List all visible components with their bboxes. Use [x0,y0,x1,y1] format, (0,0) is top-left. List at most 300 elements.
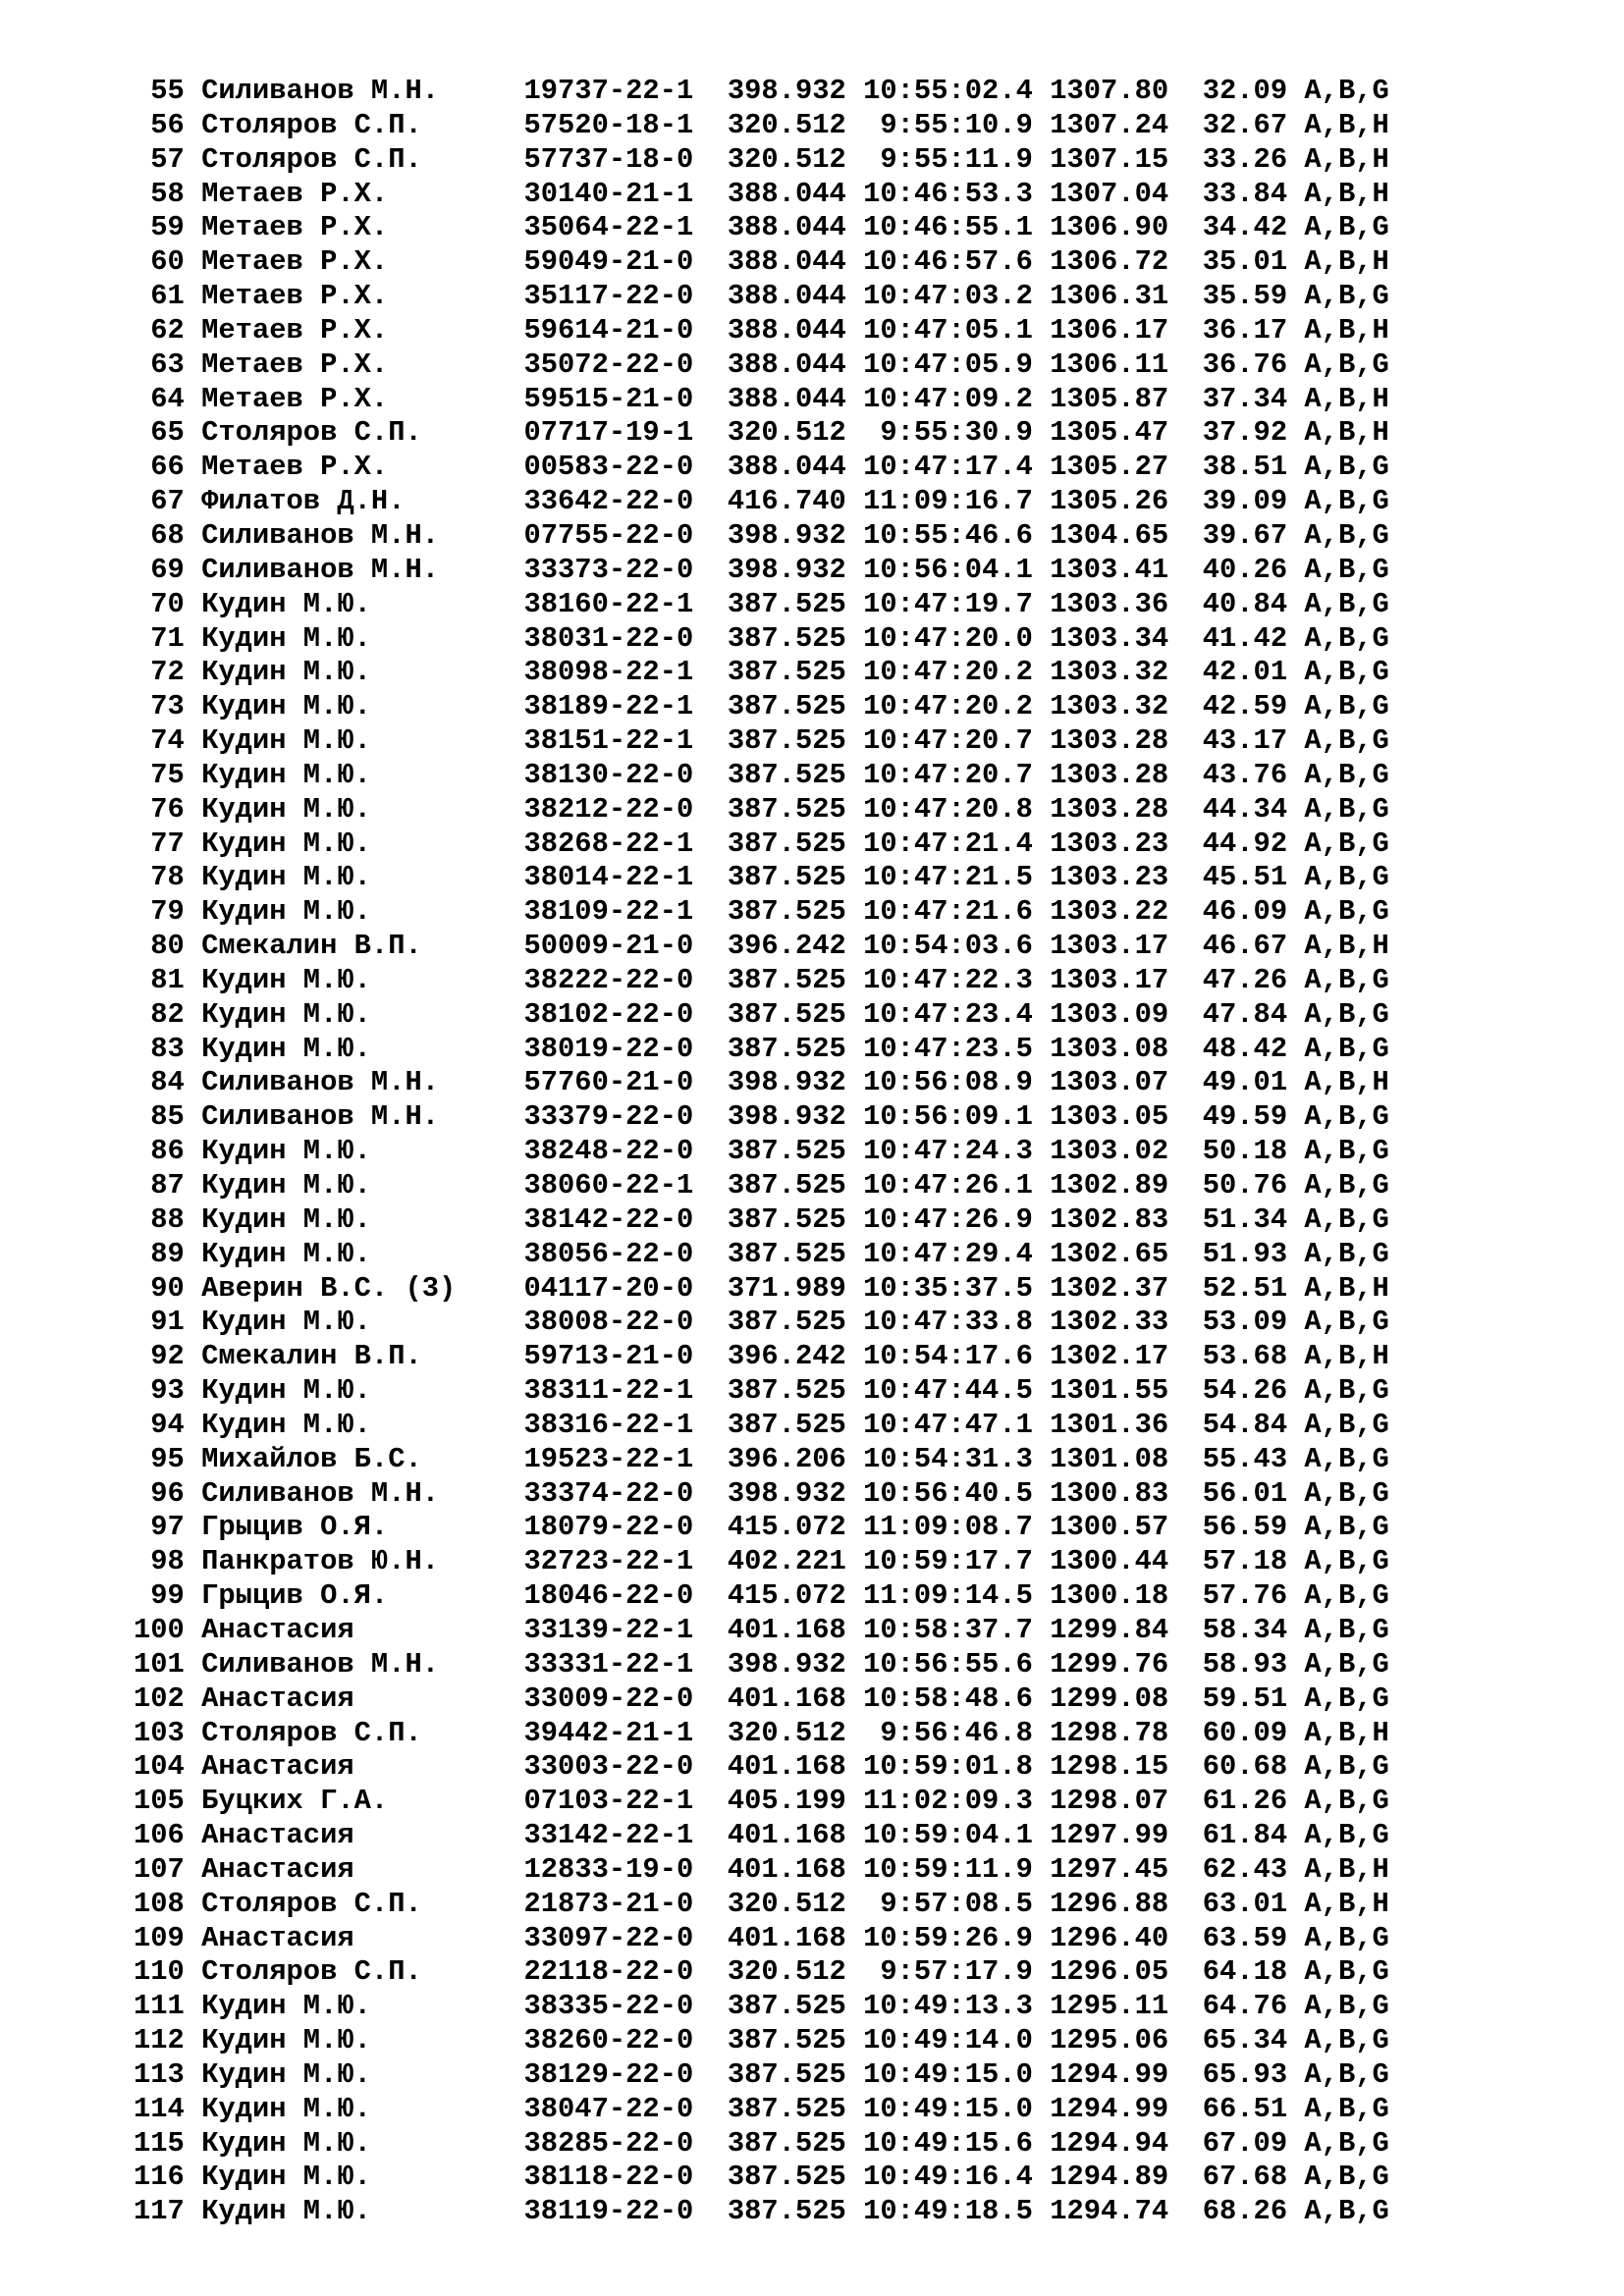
row-flags: A,B,G [1304,2161,1389,2194]
table-row [134,1238,1389,1272]
row-speed: 1297.45 [1050,1852,1203,1886]
row-speed: 1303.17 [1050,930,1203,963]
table-row [134,416,1389,451]
row-place: 94 [134,1408,202,1441]
row-flags: A,B,G [1304,1169,1389,1201]
row-points: 47.26 [1202,963,1305,996]
row-place: 83 [134,1032,202,1065]
table-row [134,1545,1389,1579]
row-ring: 33379-22-0 [523,1100,728,1134]
row-speed: 1307.04 [1050,177,1203,210]
row-speed: 1298.07 [1050,1785,1203,1818]
row-distance: 388.044 [727,313,864,347]
row-flags: A,B,G [1304,690,1389,723]
row-name: Столяров С.П. [201,1716,524,1749]
table-row [134,1100,1389,1135]
row-time: 10:47:26.9 [863,1202,1051,1236]
row-flags: A,B,G [1304,827,1389,860]
table-row [134,1135,1389,1169]
row-time: 10:59:01.8 [863,1750,1051,1784]
row-speed: 1303.09 [1050,997,1203,1031]
row-name: Кудин М.Ю. [201,827,524,860]
row-points: 68.26 [1202,2195,1305,2228]
row-speed: 1303.05 [1050,1100,1203,1134]
row-ring: 59614-21-0 [523,313,728,347]
table-row [134,1306,1389,1340]
row-distance: 402.221 [727,1545,864,1578]
row-points: 55.43 [1202,1442,1305,1475]
row-name: Силиванов М.Н. [201,518,524,552]
row-speed: 1296.40 [1050,1921,1203,1954]
row-place: 105 [134,1785,202,1818]
row-place: 99 [134,1579,202,1613]
row-speed: 1307.24 [1050,108,1203,141]
row-speed: 1295.11 [1050,1990,1203,2023]
row-place: 66 [134,451,202,484]
row-time: 10:59:11.9 [863,1852,1051,1886]
row-speed: 1303.23 [1050,861,1203,894]
row-speed: 1306.72 [1050,245,1203,279]
row-time: 10:54:31.3 [863,1442,1051,1475]
row-place: 57 [134,142,202,176]
table-row [134,109,1389,143]
row-place: 85 [134,1100,202,1134]
row-ring: 39442-21-1 [523,1716,728,1749]
table-row [134,588,1389,622]
row-time: 10:47:05.9 [863,347,1051,381]
row-place: 110 [134,1955,202,1989]
row-place: 116 [134,2161,202,2194]
row-flags: A,B,G [1304,1545,1389,1578]
row-distance: 401.168 [727,1921,864,1954]
table-row [134,1340,1389,1374]
table-row [134,1750,1389,1785]
row-distance: 388.044 [727,280,864,313]
row-name: Кудин М.Ю. [201,1169,524,1201]
row-points: 49.01 [1202,1066,1305,1099]
row-points: 67.09 [1202,2126,1305,2160]
table-row [134,2024,1389,2058]
table-row [134,1682,1389,1717]
row-speed: 1296.05 [1050,1955,1203,1989]
row-speed: 1303.17 [1050,963,1203,996]
row-distance: 387.525 [727,2024,864,2057]
row-ring: 38160-22-1 [523,587,728,620]
row-flags: A,B,G [1304,1785,1389,1818]
row-distance: 320.512 [727,142,864,176]
row-speed: 1303.32 [1050,656,1203,689]
table-row [134,2127,1389,2162]
row-name: Кудин М.Ю. [201,2126,524,2160]
row-name: Столяров С.П. [201,142,524,176]
row-flags: A,B,G [1304,1750,1389,1784]
row-points: 44.92 [1202,827,1305,860]
row-flags: A,B,G [1304,451,1389,484]
row-name: Кудин М.Ю. [201,2057,524,2091]
row-flags: A,B,G [1304,553,1389,586]
row-points: 46.67 [1202,930,1305,963]
row-name: Силиванов М.Н. [201,1100,524,1134]
row-time: 10:46:55.1 [863,211,1051,244]
row-points: 42.01 [1202,656,1305,689]
row-name: Анастасия [201,1682,524,1715]
row-points: 32.09 [1202,75,1305,107]
row-place: 86 [134,1135,202,1168]
row-points: 32.67 [1202,108,1305,141]
table-row [134,211,1389,245]
row-place: 61 [134,280,202,313]
row-time: 10:47:33.8 [863,1306,1051,1339]
row-ring: 38118-22-0 [523,2161,728,2194]
row-flags: A,B,G [1304,2092,1389,2125]
row-ring: 33374-22-0 [523,1476,728,1510]
row-points: 51.93 [1202,1237,1305,1270]
row-distance: 387.525 [727,1135,864,1168]
row-flags: A,B,G [1304,518,1389,552]
row-distance: 387.525 [727,656,864,689]
table-row [134,1888,1389,1922]
row-flags: A,B,G [1304,621,1389,655]
row-place: 84 [134,1066,202,1099]
row-distance: 387.525 [727,587,864,620]
row-distance: 387.525 [727,690,864,723]
row-flags: A,B,G [1304,1682,1389,1715]
row-ring: 38008-22-0 [523,1306,728,1339]
row-speed: 1302.17 [1050,1340,1203,1373]
row-place: 102 [134,1682,202,1715]
row-distance: 320.512 [727,1887,864,1920]
row-distance: 320.512 [727,108,864,141]
row-time: 10:49:13.3 [863,1990,1051,2023]
row-time: 10:58:37.7 [863,1613,1051,1646]
row-distance: 387.525 [727,997,864,1031]
row-ring: 22118-22-0 [523,1955,728,1989]
row-speed: 1300.57 [1050,1511,1203,1544]
row-points: 42.59 [1202,690,1305,723]
row-flags: A,B,H [1304,930,1389,963]
row-place: 68 [134,518,202,552]
table-row [134,1922,1389,1956]
row-place: 112 [134,2024,202,2057]
row-place: 69 [134,553,202,586]
row-ring: 38056-22-0 [523,1237,728,1270]
row-time: 10:47:23.4 [863,997,1051,1031]
table-row [134,245,1389,280]
table-row [134,964,1389,998]
table-row [134,793,1389,828]
row-name: Аверин В.С. (3) [201,1271,524,1305]
row-flags: A,B,G [1304,280,1389,313]
table-row [134,2161,1389,2195]
row-distance: 387.525 [727,963,864,996]
row-distance: 387.525 [727,621,864,655]
row-points: 40.26 [1202,553,1305,586]
row-time: 9:55:10.9 [863,108,1051,141]
row-speed: 1303.28 [1050,724,1203,758]
row-points: 35.59 [1202,280,1305,313]
row-flags: A,B,H [1304,1887,1389,1920]
row-distance: 387.525 [727,758,864,791]
row-name: Кудин М.Ю. [201,1306,524,1339]
row-ring: 35072-22-0 [523,347,728,381]
row-distance: 387.525 [727,2126,864,2160]
row-ring: 38102-22-0 [523,997,728,1031]
row-time: 10:56:40.5 [863,1476,1051,1510]
table-row [134,759,1389,793]
row-points: 63.01 [1202,1887,1305,1920]
row-name: Метаев Р.Х. [201,347,524,381]
row-flags: A,B,G [1304,1579,1389,1613]
row-flags: A,B,G [1304,997,1389,1031]
row-points: 51.34 [1202,1202,1305,1236]
table-row [134,2058,1389,2093]
row-flags: A,B,G [1304,724,1389,758]
row-flags: A,B,G [1304,1955,1389,1989]
row-place: 72 [134,656,202,689]
row-speed: 1305.87 [1050,382,1203,415]
table-row [134,519,1389,554]
row-time: 10:56:09.1 [863,1100,1051,1134]
row-name: Кудин М.Ю. [201,690,524,723]
row-distance: 371.989 [727,1271,864,1305]
row-name: Силиванов М.Н. [201,1476,524,1510]
row-speed: 1303.08 [1050,1032,1203,1065]
row-flags: A,B,G [1304,1442,1389,1475]
row-flags: A,B,G [1304,861,1389,894]
row-distance: 320.512 [727,1955,864,1989]
row-speed: 1306.31 [1050,280,1203,313]
row-name: Кудин М.Ю. [201,1990,524,2023]
row-name: Силиванов М.Н. [201,1647,524,1681]
row-name: Кудин М.Ю. [201,1202,524,1236]
row-distance: 387.525 [727,1374,864,1408]
table-row [134,143,1389,178]
row-distance: 387.525 [727,1306,864,1339]
row-flags: A,B,H [1304,313,1389,347]
row-flags: A,B,G [1304,758,1389,791]
row-time: 11:09:08.7 [863,1511,1051,1544]
row-distance: 398.932 [727,1476,864,1510]
row-place: 95 [134,1442,202,1475]
row-flags: A,B,H [1304,1340,1389,1373]
row-time: 10:47:21.4 [863,827,1051,860]
row-ring: 38285-22-0 [523,2126,728,2160]
row-ring: 07755-22-0 [523,518,728,552]
row-distance: 388.044 [727,347,864,381]
row-flags: A,B,G [1304,1476,1389,1510]
row-points: 33.84 [1202,177,1305,210]
row-time: 9:56:46.8 [863,1716,1051,1749]
table-row [134,1819,1389,1853]
row-ring: 57520-18-1 [523,108,728,141]
row-speed: 1306.90 [1050,211,1203,244]
row-distance: 387.525 [727,1237,864,1270]
row-time: 10:47:23.5 [863,1032,1051,1065]
row-distance: 398.932 [727,1066,864,1099]
row-name: Метаев Р.Х. [201,245,524,279]
table-row [134,1169,1389,1203]
row-time: 10:49:18.5 [863,2195,1051,2228]
row-ring: 35064-22-1 [523,211,728,244]
row-flags: A,B,G [1304,1819,1389,1852]
row-name: Метаев Р.Х. [201,177,524,210]
row-name: Силиванов М.Н. [201,75,524,107]
row-distance: 387.525 [727,827,864,860]
row-time: 10:47:20.8 [863,792,1051,826]
row-time: 10:49:15.0 [863,2092,1051,2125]
row-place: 56 [134,108,202,141]
table-row [134,280,1389,314]
row-place: 77 [134,827,202,860]
row-place: 81 [134,963,202,996]
row-name: Кудин М.Ю. [201,587,524,620]
row-distance: 415.072 [727,1511,864,1544]
table-row [134,485,1389,519]
row-speed: 1304.65 [1050,518,1203,552]
table-row [134,1511,1389,1545]
row-distance: 416.740 [727,485,864,518]
row-points: 54.26 [1202,1374,1305,1408]
row-distance: 387.525 [727,2161,864,2194]
row-ring: 33097-22-0 [523,1921,728,1954]
row-ring: 38047-22-0 [523,2092,728,2125]
row-ring: 38129-22-0 [523,2057,728,2091]
row-name: Столяров С.П. [201,1955,524,1989]
row-place: 75 [134,758,202,791]
row-points: 48.42 [1202,1032,1305,1065]
row-speed: 1299.08 [1050,1682,1203,1715]
row-points: 36.76 [1202,347,1305,381]
row-distance: 387.525 [727,1169,864,1201]
row-place: 93 [134,1374,202,1408]
row-flags: A,B,G [1304,1306,1389,1339]
row-ring: 38060-22-1 [523,1169,728,1201]
row-speed: 1299.84 [1050,1613,1203,1646]
row-flags: A,B,G [1304,792,1389,826]
row-name: Буцких Г.А. [201,1785,524,1818]
row-ring: 30140-21-1 [523,177,728,210]
row-speed: 1307.80 [1050,75,1203,107]
row-time: 10:47:03.2 [863,280,1051,313]
row-flags: A,B,G [1304,1032,1389,1065]
row-speed: 1303.32 [1050,690,1203,723]
row-time: 10:47:21.6 [863,895,1051,929]
row-time: 10:56:08.9 [863,1066,1051,1099]
row-ring: 07717-19-1 [523,416,728,450]
row-ring: 38019-22-0 [523,1032,728,1065]
row-time: 10:58:48.6 [863,1682,1051,1715]
row-ring: 38316-22-1 [523,1408,728,1441]
row-place: 109 [134,1921,202,1954]
row-place: 91 [134,1306,202,1339]
row-points: 43.17 [1202,724,1305,758]
row-distance: 388.044 [727,451,864,484]
row-place: 117 [134,2195,202,2228]
row-speed: 1294.89 [1050,2161,1203,2194]
row-ring: 33009-22-0 [523,1682,728,1715]
row-place: 62 [134,313,202,347]
row-points: 50.18 [1202,1135,1305,1168]
row-time: 10:47:44.5 [863,1374,1051,1408]
row-points: 35.01 [1202,245,1305,279]
row-points: 46.09 [1202,895,1305,929]
row-time: 10:47:20.2 [863,656,1051,689]
row-ring: 18046-22-0 [523,1579,728,1613]
row-time: 10:47:20.7 [863,724,1051,758]
table-row [134,1066,1389,1100]
row-name: Кудин М.Ю. [201,656,524,689]
table-row [134,451,1389,485]
row-place: 97 [134,1511,202,1544]
row-ring: 38189-22-1 [523,690,728,723]
row-flags: A,B,G [1304,895,1389,929]
row-flags: A,B,G [1304,656,1389,689]
table-row [134,1717,1389,1751]
table-row [134,178,1389,212]
row-place: 92 [134,1340,202,1373]
row-points: 53.68 [1202,1340,1305,1373]
row-flags: A,B,G [1304,1613,1389,1646]
table-row [134,690,1389,724]
row-time: 10:47:19.7 [863,587,1051,620]
row-time: 10:47:29.4 [863,1237,1051,1270]
row-distance: 401.168 [727,1613,864,1646]
row-speed: 1306.11 [1050,347,1203,381]
row-speed: 1301.55 [1050,1374,1203,1408]
row-ring: 50009-21-0 [523,930,728,963]
row-time: 10:59:17.7 [863,1545,1051,1578]
table-row [134,622,1389,657]
row-distance: 387.525 [727,1990,864,2023]
row-speed: 1301.36 [1050,1408,1203,1441]
row-speed: 1303.07 [1050,1066,1203,1099]
row-place: 111 [134,1990,202,2023]
row-name: Смекалин В.П. [201,1340,524,1373]
table-row [134,930,1389,964]
row-speed: 1300.83 [1050,1476,1203,1510]
row-time: 10:49:15.0 [863,2057,1051,2091]
row-flags: A,B,H [1304,382,1389,415]
table-row [134,1955,1389,1990]
row-place: 96 [134,1476,202,1510]
row-speed: 1299.76 [1050,1647,1203,1681]
row-flags: A,B,G [1304,1237,1389,1270]
table-row [134,861,1389,895]
table-row [134,348,1389,383]
row-ring: 38248-22-0 [523,1135,728,1168]
row-name: Кудин М.Ю. [201,1374,524,1408]
row-ring: 38311-22-1 [523,1374,728,1408]
row-distance: 387.525 [727,724,864,758]
row-place: 80 [134,930,202,963]
row-speed: 1294.99 [1050,2092,1203,2125]
row-place: 104 [134,1750,202,1784]
row-speed: 1294.94 [1050,2126,1203,2160]
row-name: Кудин М.Ю. [201,1237,524,1270]
row-name: Филатов Д.Н. [201,485,524,518]
table-row [134,554,1389,588]
row-place: 100 [134,1613,202,1646]
row-points: 60.68 [1202,1750,1305,1784]
row-name: Кудин М.Ю. [201,724,524,758]
row-points: 53.09 [1202,1306,1305,1339]
row-name: Анастасия [201,1921,524,1954]
row-points: 58.34 [1202,1613,1305,1646]
row-time: 10:49:14.0 [863,2024,1051,2057]
row-place: 63 [134,347,202,381]
row-points: 62.43 [1202,1852,1305,1886]
row-points: 66.51 [1202,2092,1305,2125]
